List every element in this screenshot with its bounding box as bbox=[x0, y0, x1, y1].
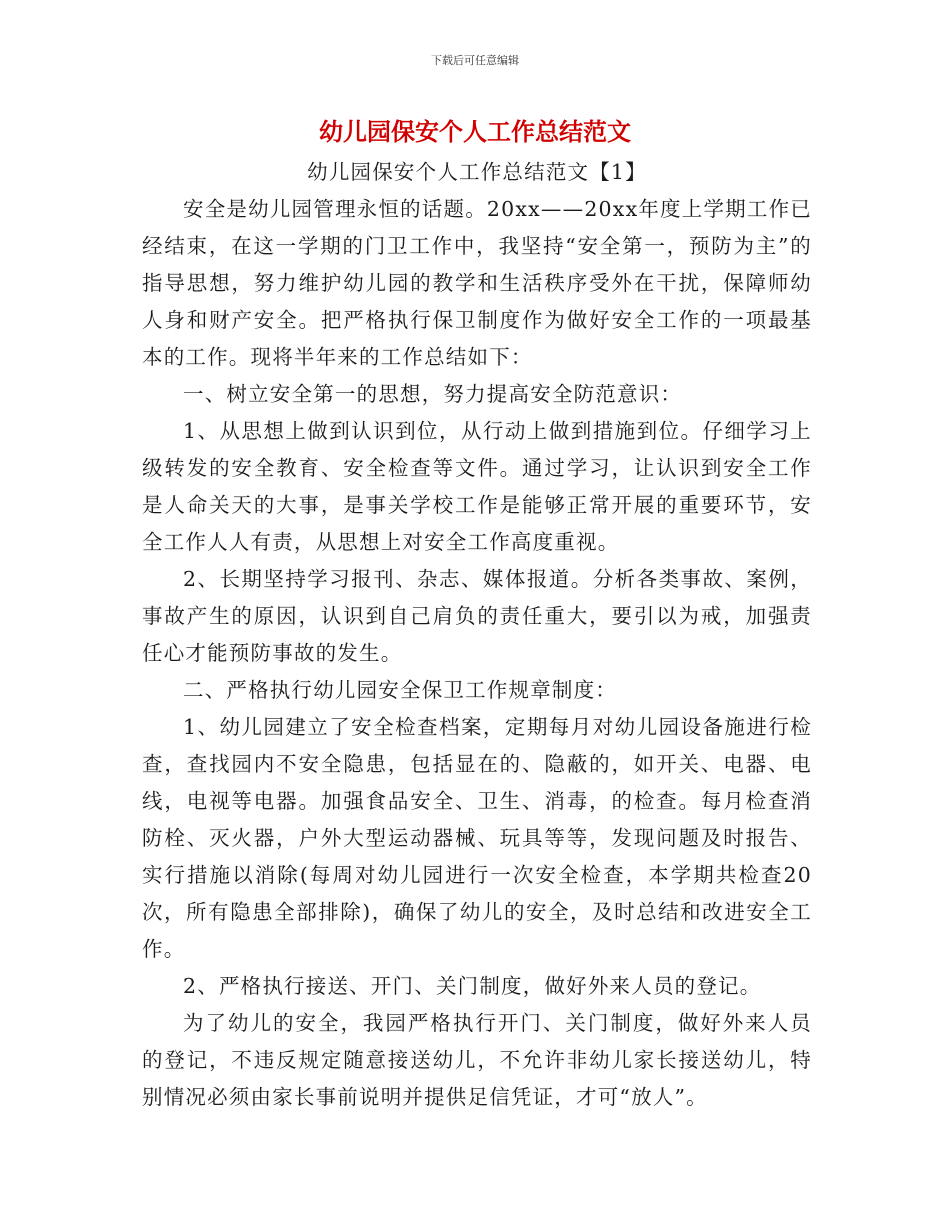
section-subtitle: 幼儿园保安个人工作总结范文【1】 bbox=[307, 160, 647, 184]
paragraph-1-2: 2、长期坚持学习报刊、杂志、媒体报道。分析各类事故、案例，事故产生的原因，认识到自己肩负的责任重大，要引以为戒，加强责任心才能预防事故的发生。 bbox=[142, 567, 812, 665]
section-heading-1: 一、树立安全第一的思想，努力提高安全防范意识： bbox=[183, 382, 683, 406]
paragraph-intro: 安全是幼儿园管理永恒的话题。20xx——20xx年度上学期工作已经结束，在这一学期的门卫工作中，我坚持“安全第一，预防为主”的指导思想，努力维护幼儿园的教学和生活秩序受外在干扰，保障师幼人身和财产安全。把严格执行保卫制度作为做好安全工作的一项最基本的工作。现将半年来的工作总结如下： bbox=[142, 197, 812, 369]
document-body bbox=[142, 154, 812, 1116]
document-title: 幼儿园保安个人工作总结范文 bbox=[319, 118, 631, 146]
paragraph-2-2-detail: 为了幼儿的安全，我园严格执行开门、关门制度，做好外来人员的登记，不违反规定随意接送幼儿，不允许非幼儿家长接送幼儿，特别情况必须由家长事前说明并提供足信凭证，才可“放人”。 bbox=[142, 1011, 812, 1109]
header-note: 下载后可任意编辑 bbox=[431, 54, 519, 67]
paragraph-2-1: 1、幼儿园建立了安全检查档案，定期每月对幼儿园设备施进行检查，查找园内不安全隐患，包括显在的、隐蔽的，如开关、电器、电线，电视等电器。加强食品安全、卫生、消毒，的检查。每月检查消防栓、灭火器，户外大型运动器械、玩具等等，发现问题及时报告、实行措施以消除(每周对幼儿园进行一次安全检查，本学期共检查20次，所有隐患全部排除)，确保了幼儿的安全，及时总结和改进安全工作。 bbox=[142, 715, 812, 961]
paragraph-1-1: 1、从思想上做到认识到位，从行动上做到措施到位。仔细学习上级转发的安全教育、安全检查等文件。通过学习，让认识到安全工作是人命关天的大事，是事关学校工作是能够正常开展的重要环节，安全工作人人有责，从思想上对安全工作高度重视。 bbox=[142, 419, 812, 554]
paragraph-2-2: 2、严格执行接送、开门、关门制度，做好外来人员的登记。 bbox=[183, 974, 762, 998]
section-heading-2: 二、严格执行幼儿园安全保卫工作规章制度： bbox=[183, 678, 617, 702]
